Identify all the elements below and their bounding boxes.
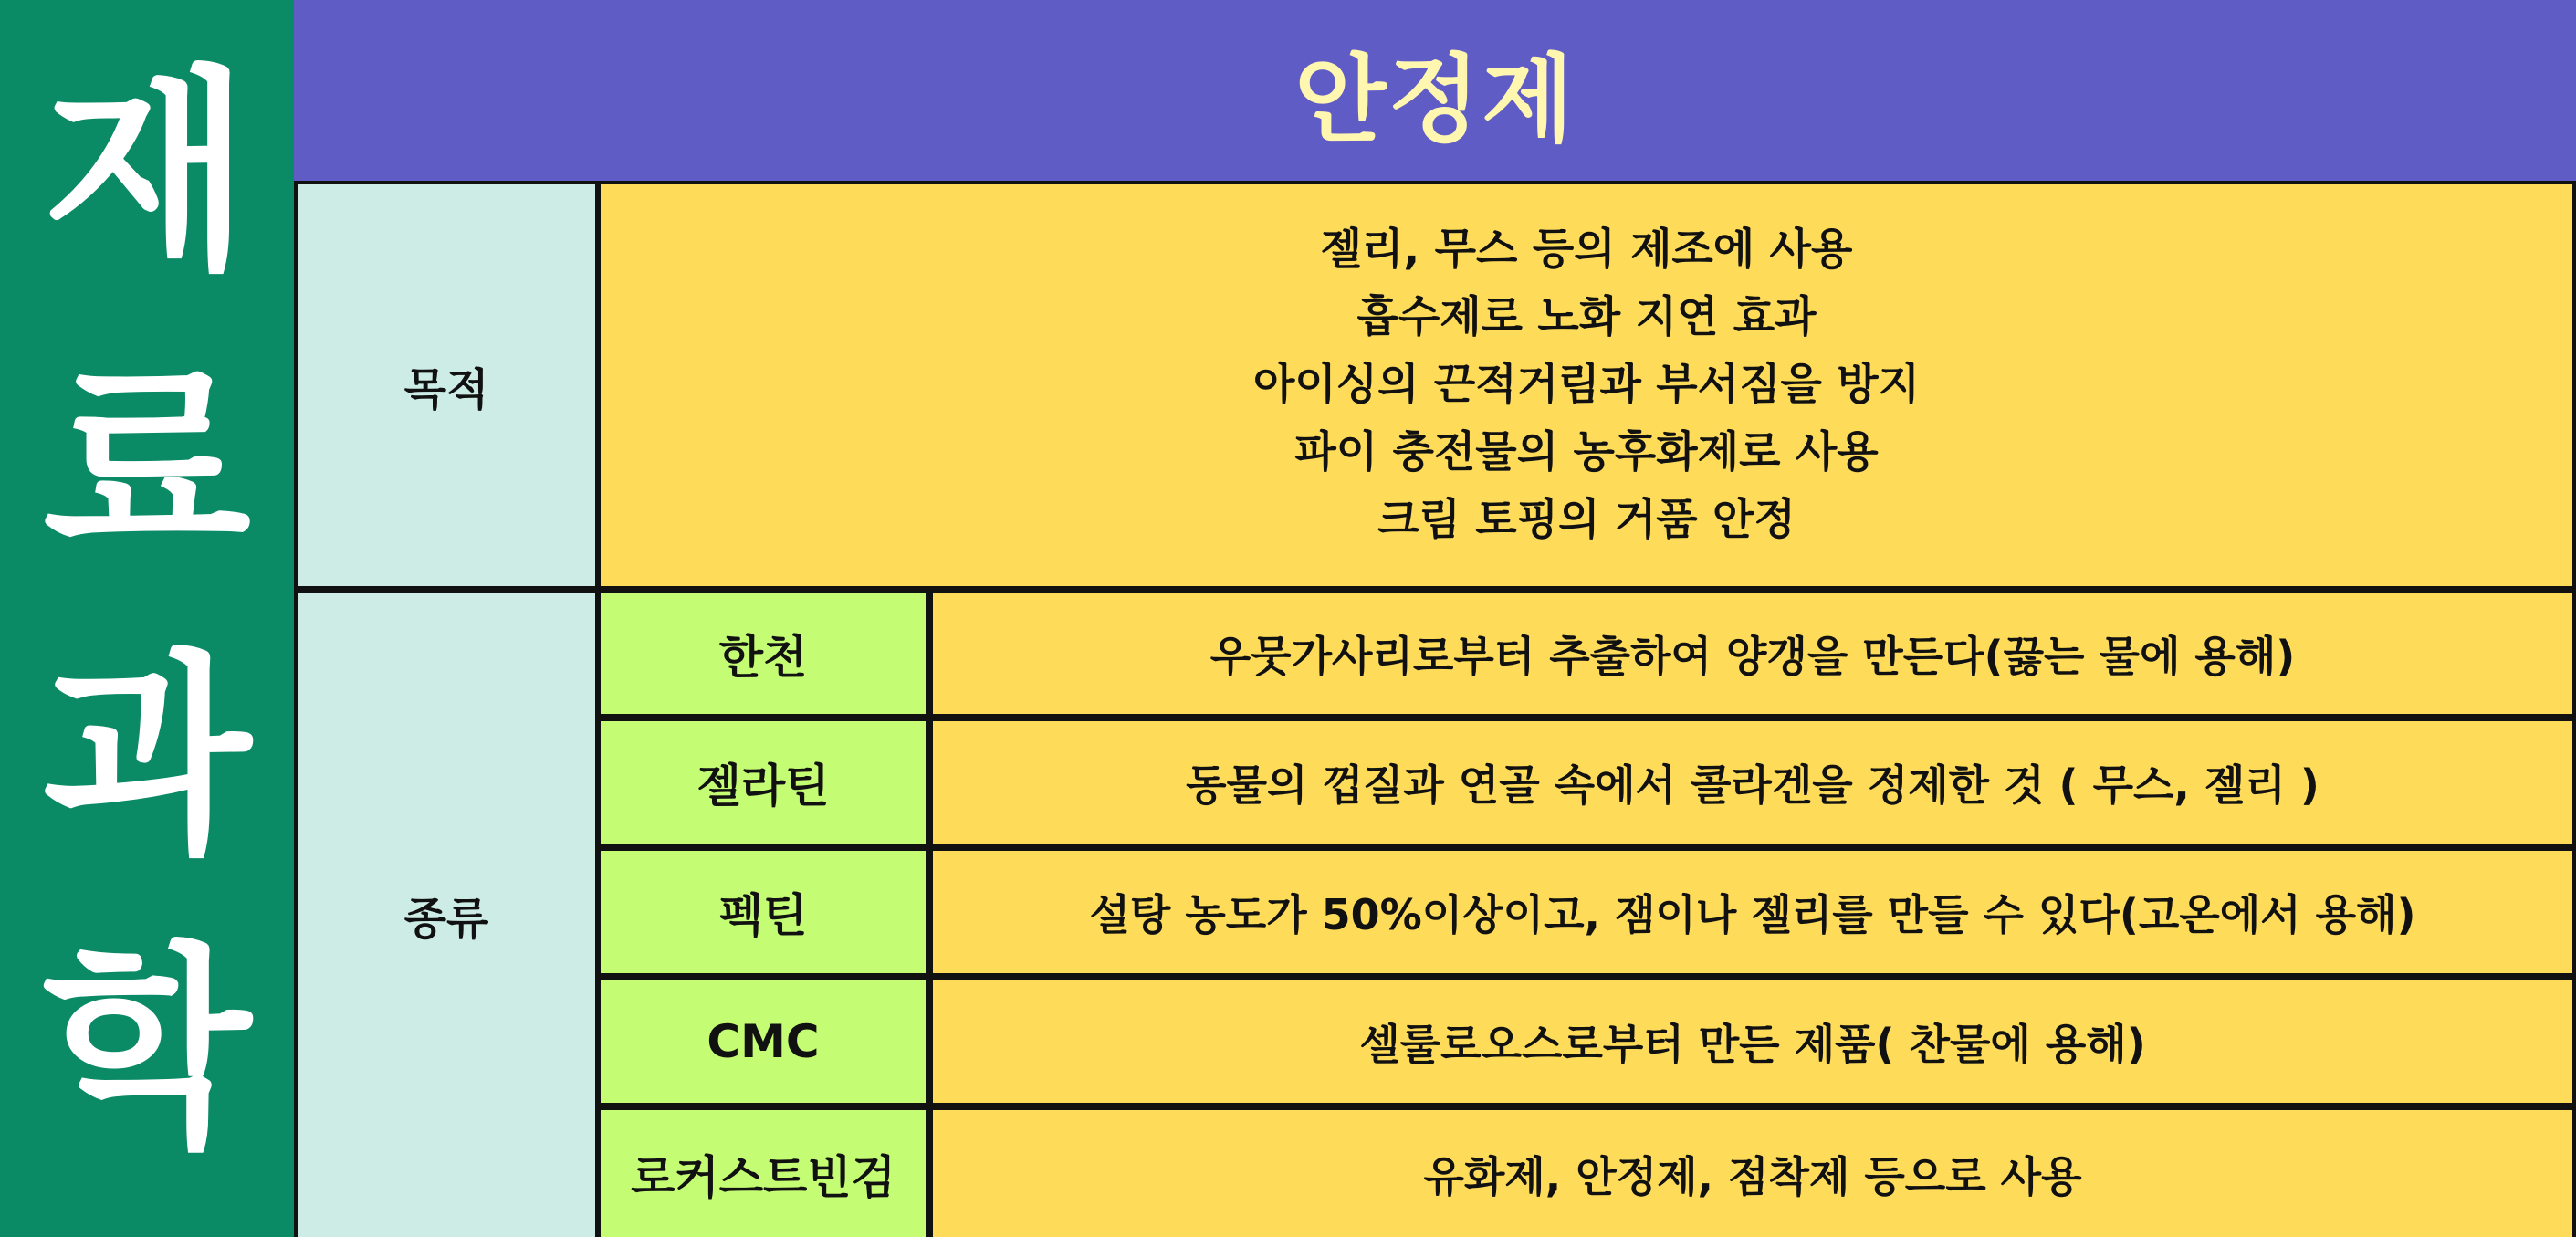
type-name-cell	[601, 980, 926, 1103]
type-desc-cell	[933, 980, 2572, 1103]
type-name: 한천	[718, 631, 808, 684]
type-desc: 유화제, 안정제, 점착제 등으로 사용	[1423, 1151, 2082, 1201]
page-title: 안정제	[1294, 44, 1576, 155]
type-desc-cell	[933, 593, 2572, 714]
type-desc-cell	[933, 1110, 2572, 1237]
type-name: 로커스트빈검	[631, 1150, 895, 1204]
type-desc: 우뭇가사리로부터 추출하여 양갱을 만든다(끓는 물에 용해)	[1209, 632, 2296, 681]
purpose-line: 파이 충전물의 농후화제로 사용	[1294, 427, 1879, 477]
types-label-cell	[298, 593, 595, 1237]
types-label: 종류	[403, 894, 489, 945]
purpose-line: 흡수제로 노화 지연 효과	[1356, 292, 1817, 342]
sidebar	[0, 0, 294, 1237]
type-desc-cell	[933, 721, 2572, 844]
sidebar-char-3: 과	[43, 632, 251, 883]
type-name: CMC	[707, 1015, 820, 1068]
type-name: 펙틴	[718, 889, 808, 942]
type-desc: 설탕 농도가 50%이상이고, 잼이나 젤리를 만들 수 있다(고온에서 용해)	[1089, 890, 2416, 939]
type-name-cell	[601, 593, 926, 714]
type-desc: 동물의 껍질과 연골 속에서 콜라겐을 정제한 것 ( 무스, 젤리 )	[1186, 760, 2319, 810]
type-name-cell	[601, 1110, 926, 1237]
type-name-cell	[601, 721, 926, 844]
purpose-line: 젤리, 무스 등의 제조에 사용	[1320, 225, 1853, 275]
purpose-label-cell	[298, 184, 595, 586]
type-desc-cell	[933, 851, 2572, 973]
purpose-content-cell	[601, 184, 2572, 586]
type-name-cell	[601, 851, 926, 973]
purpose-line: 크림 토핑의 거품 안정	[1377, 495, 1796, 545]
title-bar	[294, 0, 2576, 183]
purpose-list	[1253, 216, 1920, 554]
type-name: 젤라틴	[696, 760, 830, 812]
purpose-label: 목적	[403, 363, 489, 415]
sidebar-char-2: 료	[43, 340, 251, 591]
type-desc: 셀룰로오스로부터 만든 제품( 찬물에 용해)	[1359, 1020, 2146, 1069]
stabilizer-table	[294, 181, 2576, 1237]
sidebar-char-1: 재	[43, 47, 251, 299]
sidebar-char-4: 학	[43, 924, 251, 1175]
purpose-line: 아이싱의 끈적거림과 부서짐을 방지	[1252, 360, 1921, 410]
